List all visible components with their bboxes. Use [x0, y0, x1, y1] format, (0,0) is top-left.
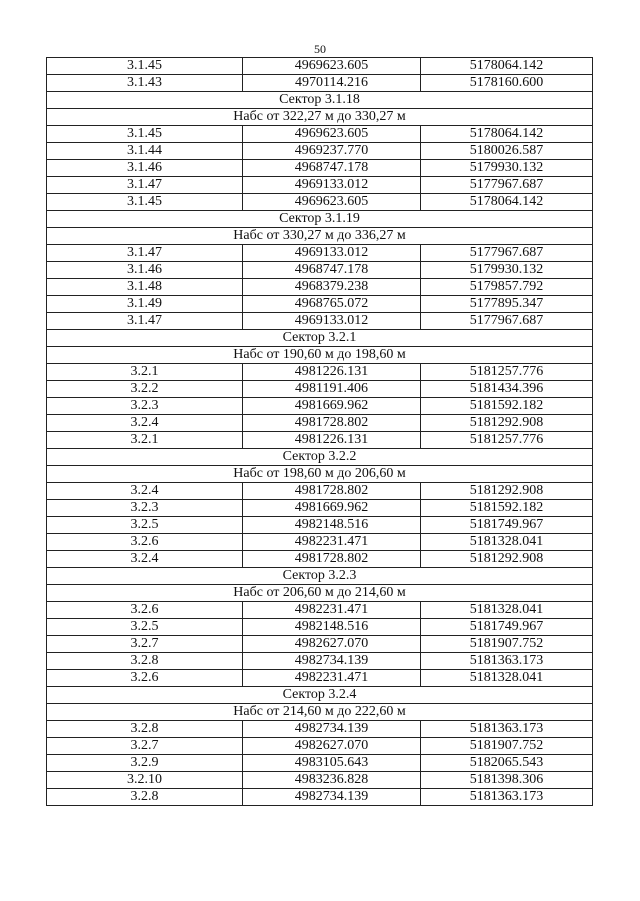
sector-header-row — [47, 109, 593, 126]
x-coordinate-cell: 4982734.139 — [243, 653, 421, 670]
point-id-cell: 3.2.3 — [47, 398, 243, 415]
point-id-cell: 3.2.1 — [47, 364, 243, 381]
y-coordinate-cell: 5181257.776 — [421, 364, 593, 381]
x-coordinate-cell: 4981226.131 — [243, 364, 421, 381]
coordinates-table-body — [47, 58, 593, 806]
y-coordinate-cell: 5181257.776 — [421, 432, 593, 449]
x-coordinate-cell: 4969623.605 — [243, 58, 421, 75]
point-id-cell: 3.2.5 — [47, 619, 243, 636]
sector-header-row — [47, 466, 593, 483]
point-id-cell: 3.2.4 — [47, 551, 243, 568]
x-coordinate-cell: 4969623.605 — [243, 194, 421, 211]
table-row — [47, 279, 593, 296]
point-id-cell: 3.1.45 — [47, 58, 243, 75]
y-coordinate-cell: 5181749.967 — [421, 619, 593, 636]
table-row — [47, 721, 593, 738]
point-id-cell: 3.2.8 — [47, 789, 243, 806]
table-row — [47, 534, 593, 551]
sector-header: Набс от 214,60 м до 222,60 м — [47, 704, 593, 721]
y-coordinate-cell: 5181907.752 — [421, 738, 593, 755]
y-coordinate-cell: 5177967.687 — [421, 245, 593, 262]
table-row — [47, 75, 593, 92]
point-id-cell: 3.1.46 — [47, 160, 243, 177]
y-coordinate-cell: 5181398.306 — [421, 772, 593, 789]
sector-header-row — [47, 687, 593, 704]
y-coordinate-cell: 5181592.182 — [421, 398, 593, 415]
y-coordinate-cell: 5181592.182 — [421, 500, 593, 517]
point-id-cell: 3.2.7 — [47, 738, 243, 755]
x-coordinate-cell: 4981226.131 — [243, 432, 421, 449]
sector-header-row — [47, 449, 593, 466]
point-id-cell: 3.2.8 — [47, 721, 243, 738]
sector-header-row — [47, 228, 593, 245]
x-coordinate-cell: 4982734.139 — [243, 721, 421, 738]
x-coordinate-cell: 4982627.070 — [243, 636, 421, 653]
y-coordinate-cell: 5177895.347 — [421, 296, 593, 313]
sector-header-row — [47, 568, 593, 585]
x-coordinate-cell: 4968747.178 — [243, 160, 421, 177]
x-coordinate-cell: 4981191.406 — [243, 381, 421, 398]
point-id-cell: 3.1.45 — [47, 194, 243, 211]
y-coordinate-cell: 5179930.132 — [421, 262, 593, 279]
x-coordinate-cell: 4969133.012 — [243, 245, 421, 262]
point-id-cell: 3.2.5 — [47, 517, 243, 534]
y-coordinate-cell: 5182065.543 — [421, 755, 593, 772]
x-coordinate-cell: 4981728.802 — [243, 483, 421, 500]
y-coordinate-cell: 5177967.687 — [421, 313, 593, 330]
table-row — [47, 313, 593, 330]
table-row — [47, 364, 593, 381]
table-row — [47, 789, 593, 806]
table-row — [47, 245, 593, 262]
x-coordinate-cell: 4969237.770 — [243, 143, 421, 160]
x-coordinate-cell: 4982231.471 — [243, 670, 421, 687]
sector-header-row — [47, 585, 593, 602]
x-coordinate-cell: 4982734.139 — [243, 789, 421, 806]
point-id-cell: 3.1.47 — [47, 177, 243, 194]
point-id-cell: 3.1.47 — [47, 313, 243, 330]
table-row — [47, 432, 593, 449]
sector-header: Сектор 3.1.19 — [47, 211, 593, 228]
page-number: 50 — [314, 42, 326, 56]
point-id-cell: 3.2.9 — [47, 755, 243, 772]
y-coordinate-cell: 5179930.132 — [421, 160, 593, 177]
point-id-cell: 3.2.6 — [47, 602, 243, 619]
sector-header: Сектор 3.2.1 — [47, 330, 593, 347]
coordinates-table — [46, 57, 593, 806]
point-id-cell: 3.1.47 — [47, 245, 243, 262]
table-row — [47, 160, 593, 177]
x-coordinate-cell: 4983105.643 — [243, 755, 421, 772]
x-coordinate-cell: 4968765.072 — [243, 296, 421, 313]
y-coordinate-cell: 5181749.967 — [421, 517, 593, 534]
y-coordinate-cell: 5181434.396 — [421, 381, 593, 398]
sector-header: Сектор 3.1.18 — [47, 92, 593, 109]
y-coordinate-cell: 5181292.908 — [421, 415, 593, 432]
table-row — [47, 551, 593, 568]
x-coordinate-cell: 4969133.012 — [243, 177, 421, 194]
table-row — [47, 398, 593, 415]
point-id-cell: 3.2.10 — [47, 772, 243, 789]
point-id-cell: 3.2.6 — [47, 534, 243, 551]
sector-header: Сектор 3.2.2 — [47, 449, 593, 466]
table-row — [47, 755, 593, 772]
x-coordinate-cell: 4982231.471 — [243, 534, 421, 551]
point-id-cell: 3.1.49 — [47, 296, 243, 313]
table-row — [47, 296, 593, 313]
table-row — [47, 194, 593, 211]
point-id-cell: 3.2.3 — [47, 500, 243, 517]
sector-header: Набс от 198,60 м до 206,60 м — [47, 466, 593, 483]
sector-header-row — [47, 211, 593, 228]
x-coordinate-cell: 4982231.471 — [243, 602, 421, 619]
y-coordinate-cell: 5181907.752 — [421, 636, 593, 653]
point-id-cell: 3.2.6 — [47, 670, 243, 687]
y-coordinate-cell: 5178064.142 — [421, 194, 593, 211]
y-coordinate-cell: 5177967.687 — [421, 177, 593, 194]
table-row — [47, 653, 593, 670]
sector-header-row — [47, 330, 593, 347]
table-row — [47, 636, 593, 653]
point-id-cell: 3.1.45 — [47, 126, 243, 143]
x-coordinate-cell: 4981669.962 — [243, 398, 421, 415]
y-coordinate-cell: 5178160.600 — [421, 75, 593, 92]
sector-header-row — [47, 92, 593, 109]
sector-header: Набс от 190,60 м до 198,60 м — [47, 347, 593, 364]
table-row — [47, 381, 593, 398]
sector-header: Набс от 322,27 м до 330,27 м — [47, 109, 593, 126]
point-id-cell: 3.1.44 — [47, 143, 243, 160]
x-coordinate-cell: 4968379.238 — [243, 279, 421, 296]
table-row — [47, 177, 593, 194]
y-coordinate-cell: 5181292.908 — [421, 483, 593, 500]
table-row — [47, 143, 593, 160]
x-coordinate-cell: 4968747.178 — [243, 262, 421, 279]
x-coordinate-cell: 4982148.516 — [243, 517, 421, 534]
table-row — [47, 500, 593, 517]
table-row — [47, 262, 593, 279]
y-coordinate-cell: 5178064.142 — [421, 58, 593, 75]
point-id-cell: 3.1.48 — [47, 279, 243, 296]
y-coordinate-cell: 5181363.173 — [421, 721, 593, 738]
point-id-cell: 3.2.2 — [47, 381, 243, 398]
table-row — [47, 619, 593, 636]
table-row — [47, 670, 593, 687]
y-coordinate-cell: 5180026.587 — [421, 143, 593, 160]
x-coordinate-cell: 4969623.605 — [243, 126, 421, 143]
sector-header: Сектор 3.2.4 — [47, 687, 593, 704]
point-id-cell: 3.1.46 — [47, 262, 243, 279]
y-coordinate-cell: 5181363.173 — [421, 653, 593, 670]
sector-header: Набс от 206,60 м до 214,60 м — [47, 585, 593, 602]
y-coordinate-cell: 5181363.173 — [421, 789, 593, 806]
x-coordinate-cell: 4982627.070 — [243, 738, 421, 755]
table-row — [47, 415, 593, 432]
x-coordinate-cell: 4982148.516 — [243, 619, 421, 636]
table-row — [47, 602, 593, 619]
table-row — [47, 772, 593, 789]
y-coordinate-cell: 5181328.041 — [421, 602, 593, 619]
y-coordinate-cell: 5178064.142 — [421, 126, 593, 143]
x-coordinate-cell: 4981669.962 — [243, 500, 421, 517]
point-id-cell: 3.2.7 — [47, 636, 243, 653]
y-coordinate-cell: 5181328.041 — [421, 534, 593, 551]
table-row — [47, 58, 593, 75]
point-id-cell: 3.1.43 — [47, 75, 243, 92]
x-coordinate-cell: 4981728.802 — [243, 551, 421, 568]
table-row — [47, 126, 593, 143]
y-coordinate-cell: 5181328.041 — [421, 670, 593, 687]
point-id-cell: 3.2.4 — [47, 415, 243, 432]
x-coordinate-cell: 4981728.802 — [243, 415, 421, 432]
x-coordinate-cell: 4983236.828 — [243, 772, 421, 789]
sector-header-row — [47, 704, 593, 721]
x-coordinate-cell: 4970114.216 — [243, 75, 421, 92]
point-id-cell: 3.2.1 — [47, 432, 243, 449]
table-row — [47, 483, 593, 500]
sector-header: Сектор 3.2.3 — [47, 568, 593, 585]
table-row — [47, 738, 593, 755]
point-id-cell: 3.2.4 — [47, 483, 243, 500]
point-id-cell: 3.2.8 — [47, 653, 243, 670]
sector-header: Набс от 330,27 м до 336,27 м — [47, 228, 593, 245]
x-coordinate-cell: 4969133.012 — [243, 313, 421, 330]
y-coordinate-cell: 5181292.908 — [421, 551, 593, 568]
table-row — [47, 517, 593, 534]
y-coordinate-cell: 5179857.792 — [421, 279, 593, 296]
sector-header-row — [47, 347, 593, 364]
